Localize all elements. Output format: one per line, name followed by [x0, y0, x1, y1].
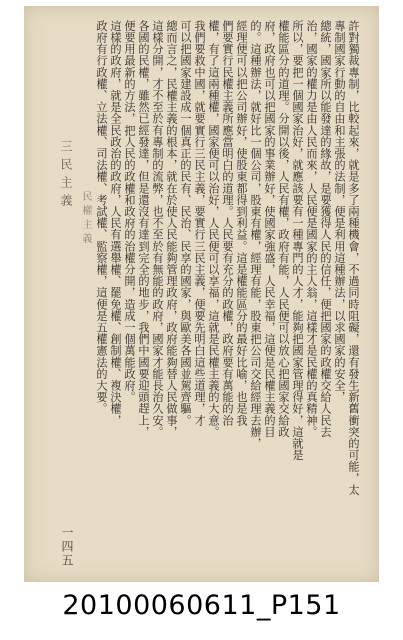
- text-column: 權，有了這兩種權，國家便可以治好，人民便可以享福，這就是民權主義的大意。: [207, 20, 220, 438]
- text-column: 這樣分開，才不至於有專制的流弊，也不至於有無能的政府，國家才能長治久安。: [151, 20, 164, 438]
- text-column: 治，國家的權力是由人民而來，人民便是國家的主人翁，這樣才是民權的真精神。: [305, 20, 318, 438]
- text-column: 權能區分的道理。分開以後，人民有權，政府有能，人民便可以放心把國家交給政: [277, 20, 290, 438]
- text-column: 便要用最新的方法，把人民的政權和政府的治權分開，造成一個萬能政府。: [123, 20, 136, 403]
- text-column: 經理便可以把公司辦好，使股東都得到利益。這是權能區分的最好比喻，也是我: [235, 20, 248, 426]
- text-column: 府，政府也可以把國家的事業辦好，使國家強盛，人民幸福，這便是民權主義的目: [263, 20, 276, 438]
- text-column: 我們要救中國，就要實行三民主義，要實行三民主義，便要先明白這些道理，才: [193, 20, 206, 426]
- running-title: 三民主義: [59, 140, 73, 212]
- running-subtitle: 民權主義: [80, 191, 91, 247]
- text-column: 專制國家行動的自由和主張的法制，便是利用這種辦法，以求國家的安全，: [333, 20, 346, 403]
- text-column: 這樣的政府，就是全民政治的政府，人民有選舉權、罷免權、創制權、複決權，: [109, 20, 122, 426]
- text-column: 們要實行民權主義所應當明白的道理。人民要有充分的政權，政府要有萬能的治: [221, 20, 234, 426]
- body-text: [96, 20, 359, 560]
- text-column: 政府有行政權、立法權、司法權、考試權、監察權，這便是五權憲法的大要。: [95, 20, 108, 415]
- text-column: 的。這種辦法，就好比一個公司，股東有權，經理有能，股東把公司交給經理去辦，: [249, 20, 262, 450]
- text-column: 可以把國家建設成一個真正的民有、民治、民享的國家，與歐美各國並駕齊驅。: [179, 20, 192, 426]
- text-column: 所以，要把一個國家治好，就應該要有一種專門的人才，能夠把國家管理得好，這就是: [291, 20, 304, 461]
- scanned-page: [24, 6, 379, 582]
- image-caption: 20100060611_P151: [62, 590, 341, 621]
- page-number: 一四五: [60, 526, 74, 568]
- text-column: 許對獨裁專制，比較起來，就是多了兩種機會，不過同時阻礙，還有發生新舊衝突的可能，太: [347, 20, 360, 496]
- text-column: 總而言之，民權主義的根本，就在於使人民能夠管理政府，政府能夠替人民做事，: [165, 20, 178, 438]
- text-column: 各國的民權，雖然已經發達，但是還沒有達到完全的地步，我們中國要迎頭趕上，: [137, 20, 150, 438]
- text-column: 總統，國家所以能發達的緣故，是要獲得人民的信任，便把國家的政權交給人民去: [319, 20, 332, 438]
